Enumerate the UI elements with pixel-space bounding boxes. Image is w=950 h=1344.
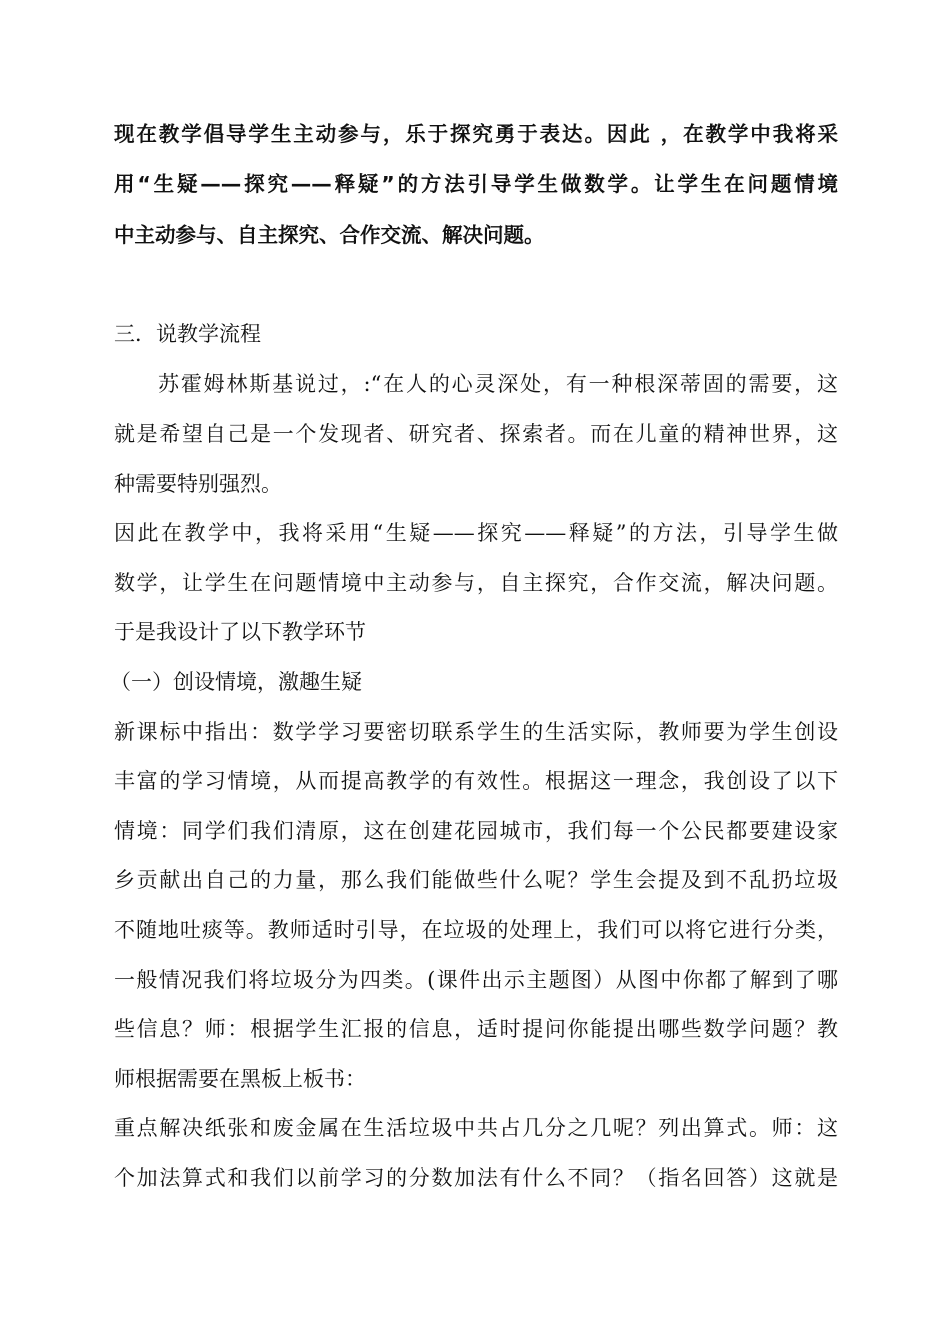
quote-line-2: 就是希望自己是一个发现者、研究者、探索者。而在儿童的精神世界，这 xyxy=(114,422,838,446)
section-heading: 三．说教学流程 xyxy=(114,322,261,346)
context-line-3: 情境：同学们我们清原，这在创建花园城市，我们每一个公民都要建设家 xyxy=(114,819,838,843)
method-line-1: 因此在教学中，我将采用“生疑——探究——释疑”的方法，引导学生做 xyxy=(114,521,838,545)
context-line-5: 不随地吐痰等。教师适时引导，在垃圾的处理上，我们可以将它进行分类， xyxy=(114,918,838,942)
quote-line-1: 苏霍姆林斯基说过，:“在人的心灵深处，有一种根深蒂固的需要，这 xyxy=(158,372,838,396)
context-line-7: 些信息？师：根据学生汇报的信息，适时提问你能提出哪些数学问题？教 xyxy=(114,1017,838,1041)
subheading-create-context: （一）创设情境，激趣生疑 xyxy=(110,670,362,694)
focus-line-1: 重点解决纸张和废金属在生活垃圾中共占几分之几呢？列出算式。师：这 xyxy=(114,1116,838,1140)
context-line-8: 师根据需要在黑板上板书： xyxy=(114,1067,366,1091)
context-line-1: 新课标中指出：数学学习要密切联系学生的生活实际，教师要为学生创设 xyxy=(114,720,838,744)
intro-line-1: 现在教学倡导学生主动参与，乐于探究勇于表达。因此 ，在教学中我将采 xyxy=(114,122,838,146)
intro-line-2: 用“生疑——探究——释疑”的方法引导学生做数学。让学生在问题情境 xyxy=(114,172,838,196)
context-line-2: 丰富的学习情境，从而提高教学的有效性。根据这一理念，我创设了以下 xyxy=(114,769,838,793)
focus-line-2: 个加法算式和我们以前学习的分数加法有什么不同？（指名回答）这就是 xyxy=(114,1166,838,1190)
quote-line-3: 种需要特别强烈。 xyxy=(114,472,282,496)
context-line-6: 一般情况我们将垃圾分为四类。(课件出示主题图）从图中你都了解到了哪 xyxy=(114,968,838,992)
method-line-3: 于是我设计了以下教学环节 xyxy=(114,620,366,644)
intro-line-3: 中主动参与、自主探究、合作交流、解决问题。 xyxy=(114,223,545,247)
method-line-2: 数学，让学生在问题情境中主动参与，自主探究，合作交流，解决问题。 xyxy=(114,571,838,595)
context-line-4: 乡贡献出自己的力量，那么我们能做些什么呢？学生会提及到不乱扔垃圾 xyxy=(114,868,838,892)
